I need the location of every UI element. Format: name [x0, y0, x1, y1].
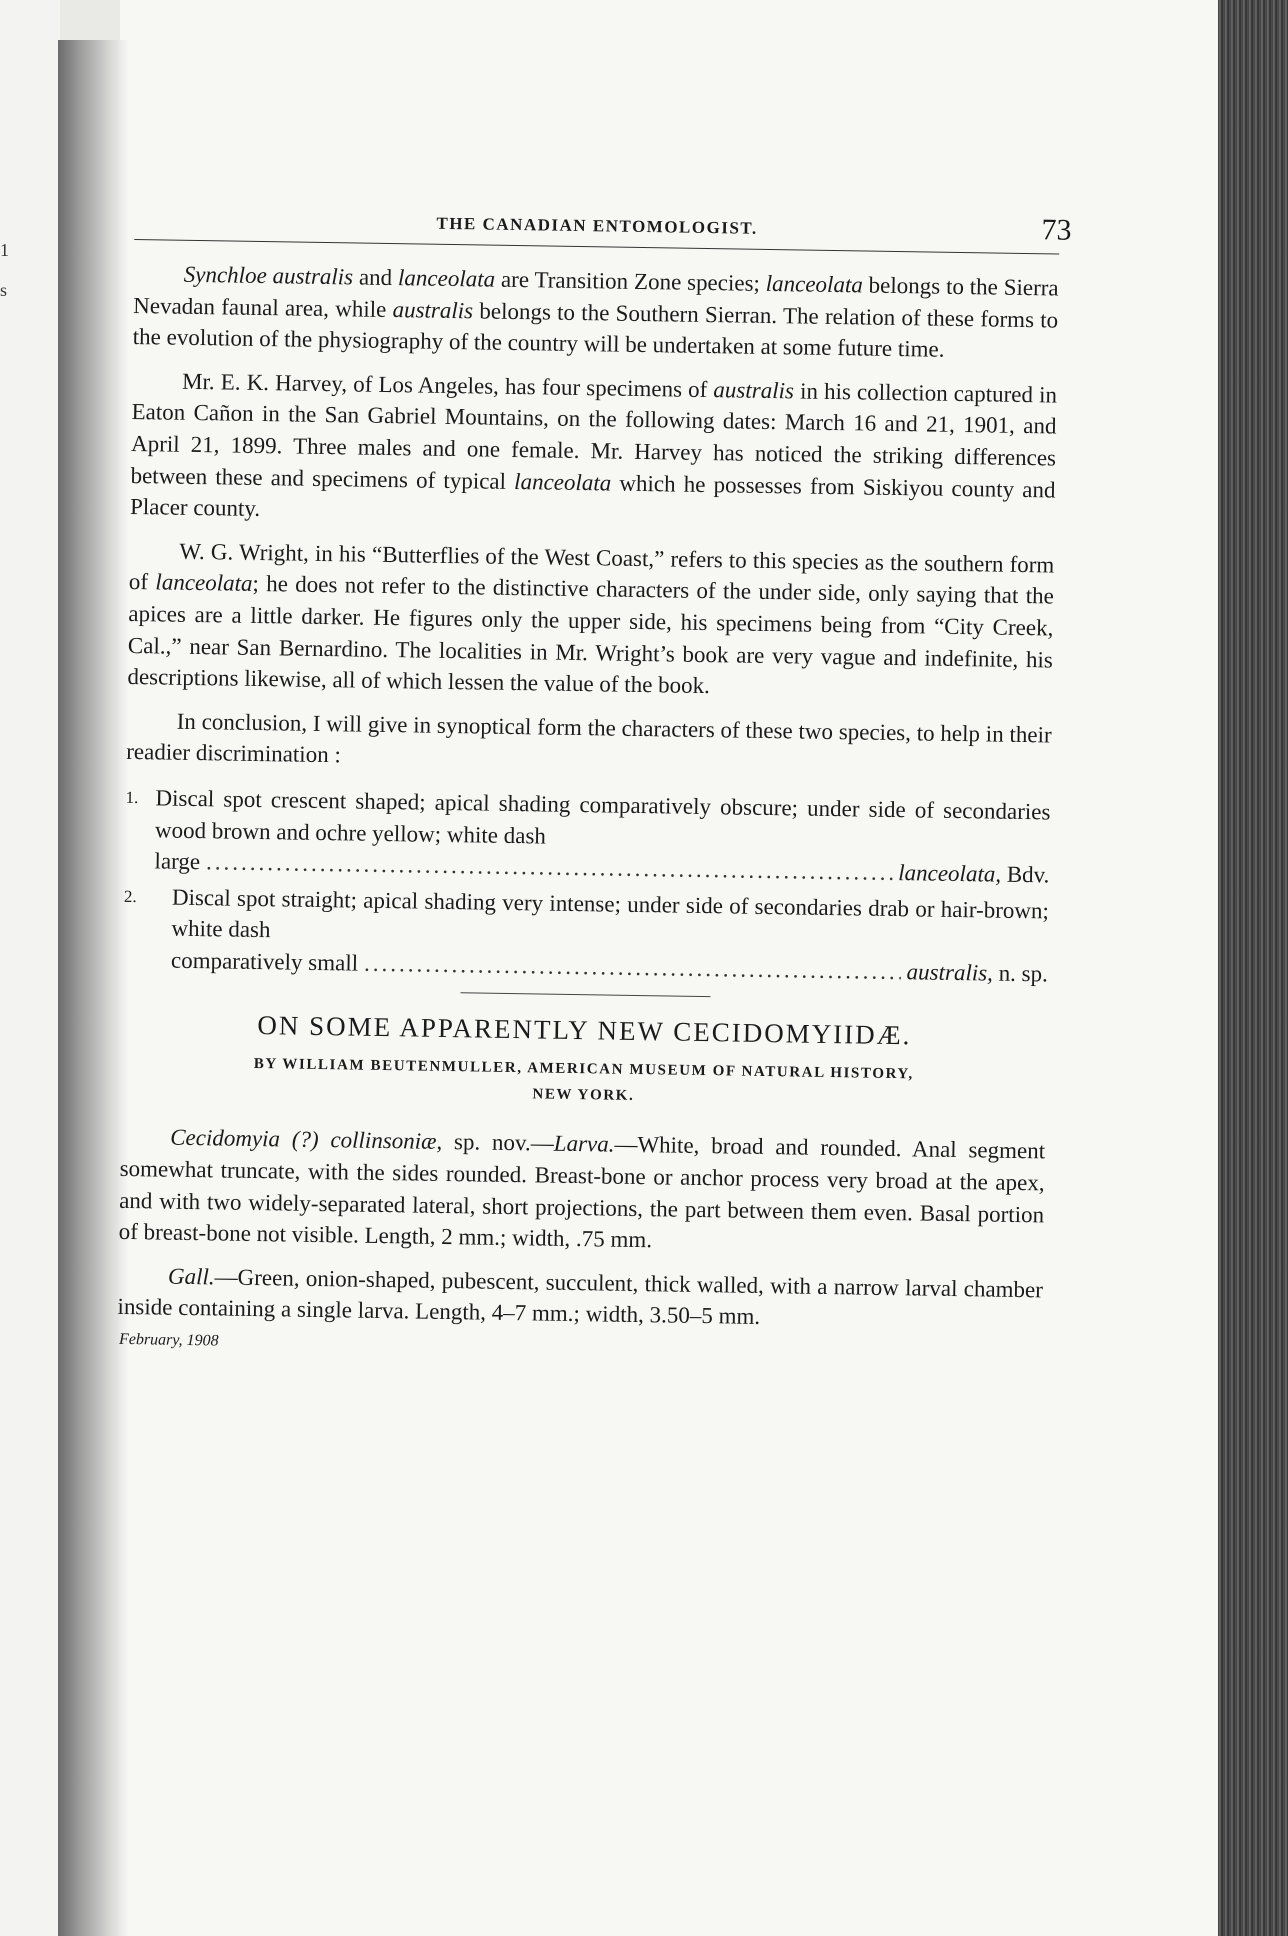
running-title: THE CANADIAN ENTOMOLOGIST. [436, 213, 758, 238]
paragraph: In conclusion, I will give in synoptical form the characters of these two species, to help in their readier discrimination : [126, 708, 1052, 768]
left-page-strip [0, 0, 60, 1936]
margin-mark: 1 [0, 240, 9, 260]
paragraph: Gall.—Green, onion-shaped, pubescent, succulent, thick walled, with a narrow larval chamber inside containing a single larva. Length, 4–7 mm.; width, 3.50–5 mm. [117, 1263, 1044, 1330]
section-divider [460, 993, 710, 998]
book-page-edges [1218, 0, 1288, 1936]
margin-mark: s [0, 280, 8, 300]
key-number: 1. [125, 787, 139, 808]
key-leader-line: comparatively small ..... australis, n. sp. [171, 945, 1048, 990]
gutter-shadow [58, 40, 128, 1936]
paragraph: Mr. E. K. Harvey, of Los Angeles, has four specimens of australis in his collection captured in Eaton Cañon in the San Gabriel Mountains, on the following dates: March 16 and 21, 1901, and April 21, 1899. Three males and one female. Mr. Harvey has noticed the striking differences between these and specimens of typical lanceolata which he possesses from Siskiyou county and Placer county. [129, 368, 1058, 522]
left-edge-marks [0, 230, 9, 310]
paragraph: W. G. Wright, in his “Butterflies of the West Coast,” refers to this species as the southern form of lanceolata; he does not refer to the distinctive characters of the under side, only saying that the apices are a little darker. He figures only the upper side, his specimens being from “City Creek, Cal.,” near San Bernardino. The localities in Mr. Wright’s book are very vague and indefinite, his descriptions likewise, all of which lessen the value of the book. [127, 538, 1055, 699]
key-text: Discal spot crescent shaped; apical shading comparatively obscure; under side of secondaries wood brown and ochre yellow; white dash [154, 785, 1051, 849]
key-text: Discal spot straight; apical shading very intense; under side of secondaries drab or hair-brown; white dash [171, 884, 1050, 943]
page-content [117, 195, 1072, 1363]
key-item [123, 881, 1049, 990]
byline: BY WILLIAM BEUTENMULLER, AMERICAN MUSEUM OF NATURAL HISTORY, NEW YORK. [253, 1056, 914, 1105]
synoptical-key [123, 782, 1051, 990]
paragraph: Cecidomyia (?) collinsoniæ, sp. nov.—Larva.—White, broad and rounded. Anal segment somewhat truncate, with the sides rounded. Breast-bone or anchor process very broad at the apex, and with two widely-separated lateral, short projections, the part between them even. Basal portion of breast-bone not visible. Length, 2 mm.; width, .75 mm. [118, 1125, 1046, 1253]
paragraph: Synchloe australis and lanceolata are Transition Zone species; lanceolata belongs to the Sierra Nevadan faunal area, while australis belongs to the Southern Sierran. The relation of these forms to the evolution of the physiography of the country will be undertaken at some future time. [132, 261, 1059, 362]
key-item [124, 782, 1050, 891]
page-number: 73 [1041, 213, 1072, 247]
article-title: ON SOME APPARENTLY NEW CECIDOMYIIDÆ. [257, 1010, 912, 1051]
issue-date: February, 1908 [118, 1330, 219, 1350]
key-number: 2. [123, 886, 137, 906]
key-leader-line: large ..... lanceolata, Bdv. [154, 845, 1049, 891]
